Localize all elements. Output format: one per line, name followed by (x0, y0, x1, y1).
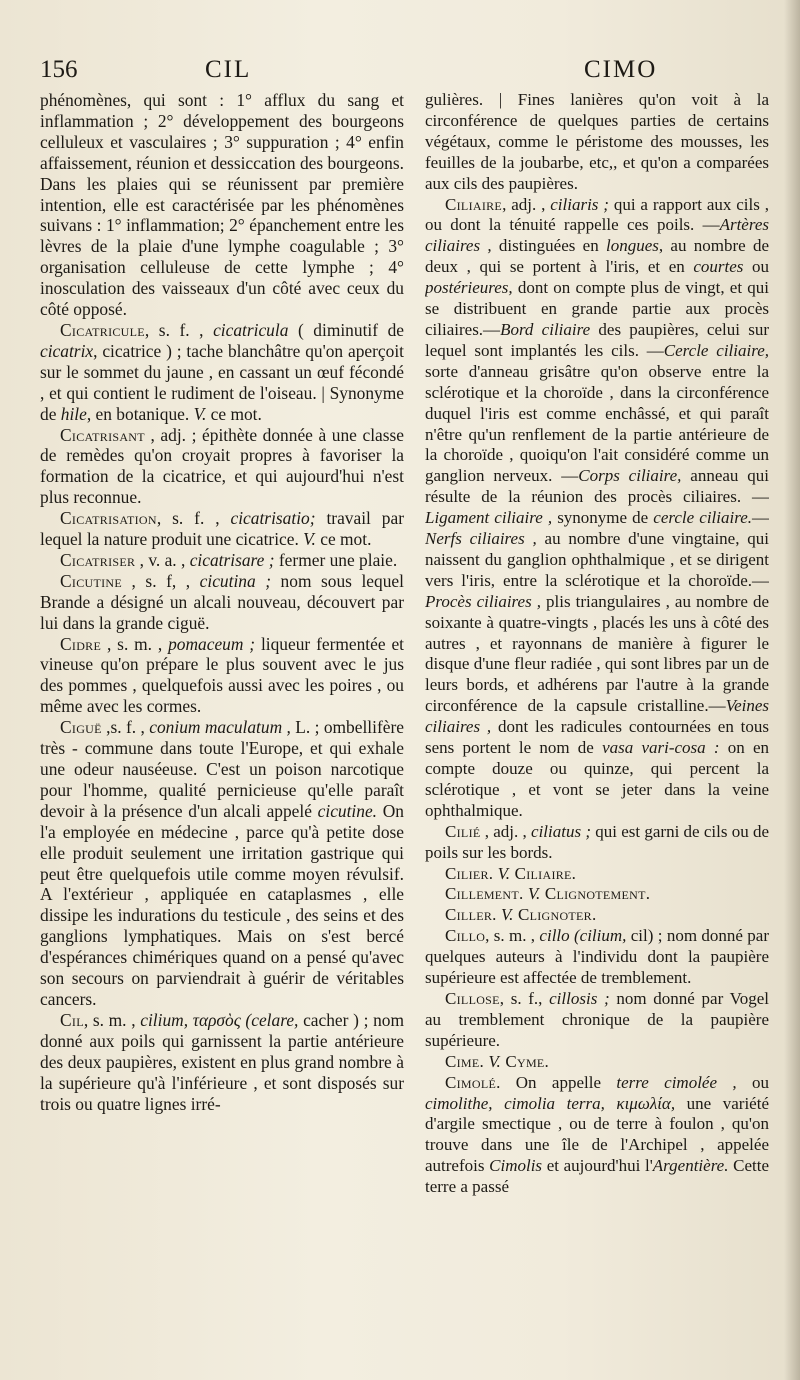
entry-cillement (425, 884, 769, 905)
entry-text: qui est garni de cils ou de poils sur les bords. (425, 821, 769, 862)
entry-italic: cicatrisare ; (189, 549, 275, 570)
entry-cillo (425, 926, 769, 989)
entry-text: une variété d'argile smectique , ou de terre à foulon , qu'on trouve dans une île de l'Archipel , appelée autrefois (425, 1093, 769, 1176)
entry-italic: longues (606, 236, 659, 256)
entry-italic: V. (523, 884, 541, 904)
entry-italic: Cimolis (489, 1156, 543, 1176)
entry-italic: courtes (693, 257, 744, 277)
entry-italic: V. (303, 529, 316, 550)
cross-reference: Ciliaire. (510, 863, 577, 883)
entry-cicatrisation (40, 508, 404, 550)
entry-italic: cicutine. (317, 800, 378, 821)
entry-text: , s. f. , (156, 508, 231, 529)
entry-cidre (40, 634, 404, 718)
entry-italic: cicatrix (40, 340, 94, 361)
entry-text: , v. a. , (135, 549, 190, 570)
right-column (425, 90, 769, 1370)
headword: Cil (60, 1009, 84, 1030)
entry-italic: postérieures, (425, 278, 513, 298)
entry-italic: Nerfs ciliaires , (425, 529, 537, 549)
page-edge-shadow (784, 0, 800, 1380)
entry-cicatriser (40, 550, 404, 571)
headword: Cillement. (445, 884, 524, 904)
headword: Cicatriser (60, 549, 136, 570)
entry-text: nom donné par Vogel au tremblement chronique de la paupière supérieure. (425, 988, 769, 1050)
entry-italic: vasa vari-cosa : (602, 738, 720, 758)
entry-italic: Corps ciliaire, (578, 466, 682, 486)
entry-italic: Ligament ciliaire , (425, 508, 553, 528)
entry-text: anneau qui résulte de la réunion des procès ciliaires. — (425, 466, 769, 507)
entry-italic: Cercle ciliaire, (663, 340, 769, 360)
entry-cillose (425, 989, 769, 1052)
entry-cicutine (40, 571, 404, 634)
entry-italic: ciliatus ; (531, 821, 591, 841)
entry-text: , s. f., (499, 988, 550, 1008)
entry-text: synonyme de (552, 508, 654, 528)
headword: Cicatrisant (60, 424, 145, 445)
headword: Cillose (445, 988, 500, 1008)
headword: Cillo (445, 926, 486, 946)
entry-italic: conium maculatum , (149, 717, 291, 738)
entry-text: . On appelle (496, 1072, 617, 1092)
running-head-right: CIMO (584, 56, 658, 83)
left-column (40, 90, 404, 1370)
entry-italic: cicatrisatio; (230, 508, 316, 529)
entry-italic: Artères ciliaires , (425, 215, 769, 256)
entry-italic: cercle ciliaire. (653, 508, 752, 528)
entry-text: ,s. f. , (101, 717, 150, 738)
headword: Ciliaire (445, 194, 503, 214)
entry-text: , s. m. , (485, 926, 540, 946)
cross-reference: Clignoter. (513, 905, 597, 925)
running-head-left: CIL (205, 56, 252, 83)
entry-text: dont on compte plus de vingt, et qui se distribuent en grande partie aux procès ciliaires.— (425, 278, 769, 339)
entry-text: travail par lequel la nature produit une cicatrice. (40, 508, 404, 550)
entry-text: — (752, 508, 769, 528)
entry-text: fermer une plaie. (274, 549, 398, 570)
entry-text: qui a rapport aux cils , ou dont la ténuité rappelle ces poils. — (425, 194, 769, 235)
entry-text: au nombre d'une vingtaine, qui naissent du ganglion ophthalmique , et se dirigent vers l'iris, entre la sclérotique et la choroïde.— (425, 529, 769, 590)
entry-text: , s. f, , (122, 570, 200, 591)
headword: Cime. (445, 1051, 485, 1071)
entry-text: ou (743, 257, 769, 277)
entry-cime (425, 1052, 769, 1073)
entry-text: , adj. ; épithète donnée à une classe de remèdes qu'on croyait propres à favoriser la formation de la cicatrice, et qui aujourd'hui n'est plus reconnue. (40, 424, 404, 508)
entry-text: liqueur fermentée et vineuse qu'on prépare le plus souvent avec le jus des pommes , quelquefois aussi avec les poires , ou même avec les cormes. (40, 633, 404, 717)
entry-italic: Procès ciliaires , (425, 591, 541, 611)
entry-text: L. ; ombellifère très - commune dans toute l'Europe, et qui exhale une odeur nauséeuse. C'est un poison narcotique pour l'homme, qualité pernicieuse qu'elle paraît devoir à la présence d'un alcali appelé (40, 717, 404, 821)
headword: Cicutine (60, 570, 122, 591)
headword: Ciller. (445, 905, 497, 925)
entry-text: des paupières, celui sur lequel sont implantés les cils. — (425, 319, 769, 360)
entry-italic: V. (193, 403, 207, 424)
headword: Cimolé (445, 1072, 497, 1092)
entry-text: et aujourd'hui l' (542, 1156, 653, 1176)
headword: Cicatricule (60, 319, 145, 340)
headword: Cilié (445, 821, 481, 841)
entry-cicatricule (40, 320, 404, 425)
entry-ciliaire (425, 195, 769, 822)
entry-cigue (40, 717, 404, 1010)
entry-text: dont les radicules contournées en tous sens portent le nom de (425, 717, 769, 758)
entry-italic: V. (484, 1051, 501, 1071)
entry-text: , s. m. , (101, 633, 169, 654)
entry-italic: terre cimolée , (616, 1072, 737, 1092)
entry-italic: Argentière. (652, 1156, 729, 1176)
continuation-paragraph: gulières. | Fines lanières qu'on voit à la circonférence de quelques parties de certains végétaux, comme le péristome des mousses, les feuilles de la joubarbe, etc,, et qu'on a comparées aux cils des paupières. (425, 90, 769, 193)
page-header (40, 56, 780, 90)
entry-italic: V. (496, 905, 514, 925)
page-number: 156 (40, 56, 78, 83)
entry-italic: Bord ciliaire (500, 319, 591, 339)
entry-italic: pomaceum ; (168, 633, 256, 654)
entry-italic: ciliaris ; (550, 194, 609, 214)
entry-text: plis triangulaires , au nombre de soixante à quatre-vingts , placés les uns à côté des autres , et rayonnans de manière à figurer le disque d'une fleur radiée , qui sont libres par un de leurs bords, et adhérens par l'autre à la grande circonférence de la capsule cristalline.— (425, 591, 769, 716)
entry-cilie (425, 822, 769, 864)
headword: Cilier. (445, 863, 494, 883)
entry-italic: Veines ciliaires , (425, 696, 769, 737)
entry-text: ou (736, 1072, 769, 1092)
entry-text: , s. m. , (83, 1009, 141, 1030)
entry-text: ( diminutif de (288, 319, 404, 340)
entry-italic: cilium, ταρσὸς (celare, (140, 1009, 299, 1030)
entry-cicatrisant (40, 425, 404, 509)
entry-text: , adj. , (480, 821, 532, 841)
entry-text: Cette terre a passé (425, 1156, 769, 1197)
entry-text: ce mot. (206, 403, 262, 424)
entry-text: , en botanique. (86, 403, 194, 424)
entry-text: nom sous lequel Brande a désigné un alcali nouveau, découvert par lui dans la grande ciguë. (40, 570, 404, 633)
entry-italic: cillosis ; (549, 988, 610, 1008)
entry-italic: cimolithe, cimolia terra, κιμωλία, (425, 1093, 676, 1113)
entry-text: ce mot. (315, 529, 372, 550)
continuation-paragraph: phénomènes, qui sont : 1° afflux du sang et inflammation ; 2° développement des bourgeons celluleux et vasculaires ; 3° suppuration ; 4° enfin affaissement, réunion et dessiccation des bourgeons. Dans les plaies qui se réunissent par première intention, elle est caractérisée par les phénomènes suivans : 1° inflammation; 2° épanchement entre les lèvres de la plaie d'une lymphe coagulable ; 3° organisation celluleuse de cette lymphe ; 4° inosculation des vaisseaux d'un côté avec ceux du côté opposé. (40, 90, 404, 320)
cross-reference: Cyme. (500, 1051, 550, 1071)
entry-italic: V. (493, 863, 511, 883)
entry-text: , au nombre de deux , qui se portent à l'iris, et en (425, 236, 769, 277)
headword: Ciguë (60, 717, 102, 738)
entry-italic: cillo (cilium, (539, 926, 627, 946)
entry-text: , adj. , (502, 194, 551, 214)
entry-text: , cicatrice ) ; tache blanchâtre qu'on aperçoit sur le sommet du jaune , en cassant un œuf fécondé , et qui contient le rudiment de l'oiseau. | Synonyme de (40, 340, 404, 424)
headword: Cicatrisation (60, 508, 157, 529)
entry-italic: cicatricula (213, 319, 289, 340)
entry-italic: cicutina ; (199, 570, 272, 591)
entry-text: sorte d'anneau grisâtre qu'on observe entre la sclérotique et la choroïde , dans la circonférence duquel l'iris est comme enchâssé, et qui paraît n'être qu'un renflement de la partie antérieure de la choroïde , quoiqu'on l'ait considéré comme un ganglion nerveux. — (425, 361, 769, 486)
entry-text: distinguées en (491, 236, 606, 256)
cross-reference: Clignotement. (540, 884, 651, 904)
entry-cimole (425, 1073, 769, 1198)
entry-text: On l'a employée en médecine , parce qu'à petite dose elle produit seulement une irritation gastrique qui peut être quelquefois utile comme moyen révulsif. A l'extérieur , appliquée en cataplasmes , elle dissipe les indurations du testicule , des seins et des ganglions lymphatiques. Mais on s'est bercé d'espérances chimériques quand on a pensé qu'avec son secours on parviendrait à guérir de véritables cancers. (40, 800, 404, 1009)
entry-text: on en compte douze ou quinze, qui percent la sclérotique , et vont se jeter dans la veine ophthalmique. (425, 738, 769, 820)
entry-text: cil) ; nom donné par quelques auteurs à l'individu dont la paupière supérieure est affectée de tremblement. (425, 926, 769, 988)
entry-cil (40, 1010, 404, 1115)
entry-text: , s. f. , (144, 319, 214, 340)
headword: Cidre (60, 633, 102, 654)
entry-italic: hile (60, 403, 87, 424)
entry-text: cacher ) ; nom donné aux poils qui garnissent la partie antérieure des deux paupières, existent en plus grand nombre à la supérieure qu'à l'inférieure , et sont disposés sur trois ou quatre lignes irré- (40, 1009, 404, 1114)
entry-ciller (425, 905, 769, 926)
entry-cilier (425, 864, 769, 885)
